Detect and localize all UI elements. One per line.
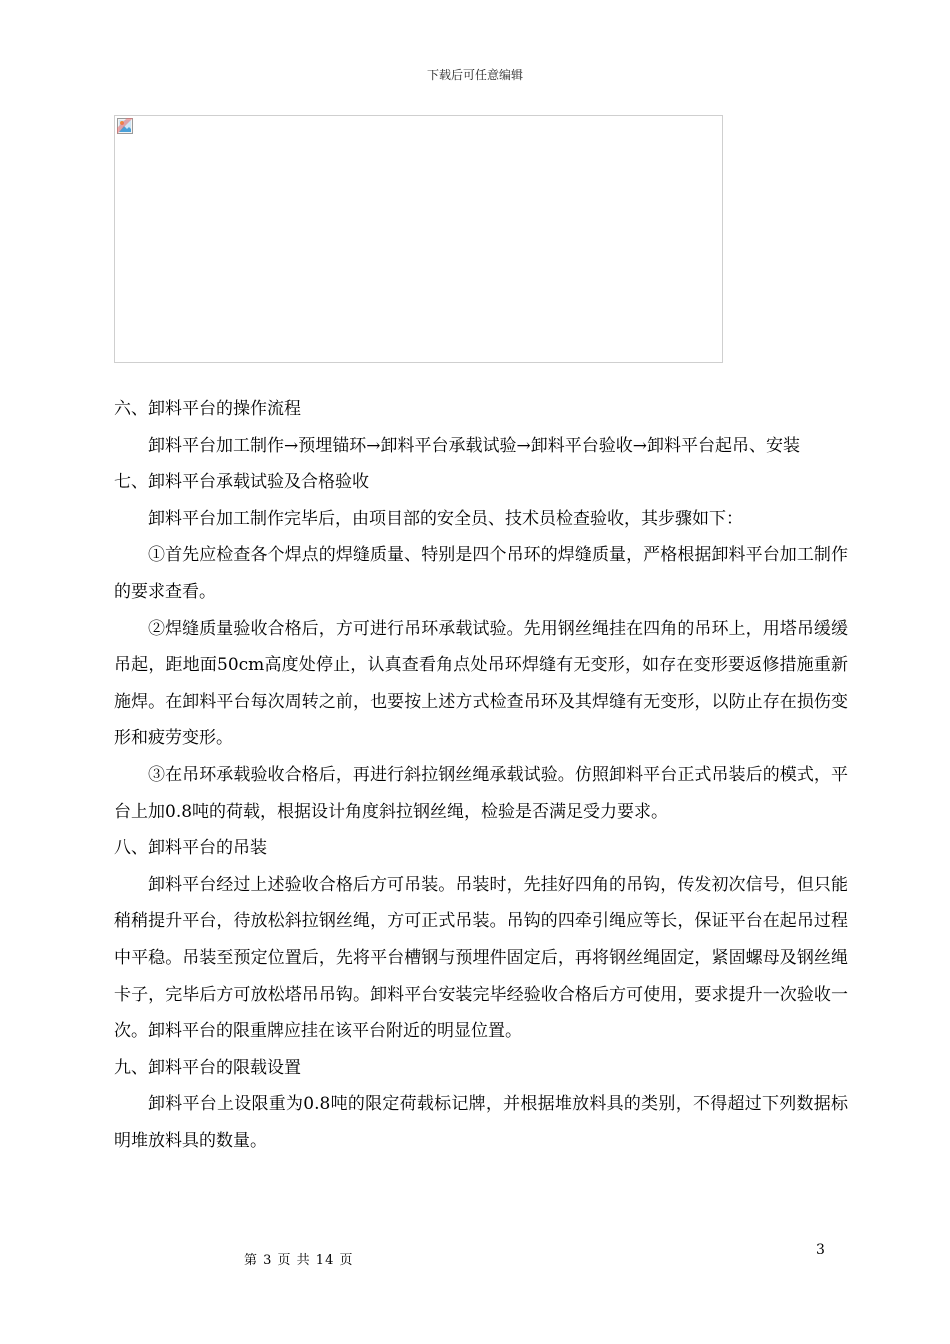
page-footer-label: 第 3 页 共 14 页 xyxy=(244,1253,354,1268)
body-paragraph: ③在吊环承载验收合格后，再进行斜拉钢丝绳承载试验。仿照卸料平台正式吊装后的模式，平台上加0.8吨的荷载，根据设计角度斜拉钢丝绳，检验是否满足受力要求。 xyxy=(114,764,848,822)
body-paragraph: 卸料平台经过上述验收合格后方可吊装。吊装时，先挂好四角的吊钩，传发初次信号，但只能稍稍提升平台，待放松斜拉钢丝绳，方可正式吊装。吊钩的四牵引绳应等长，保证平台在起吊过程中平稳。吊装至预定位置后，先将平台槽钢与预埋件固定后，再将钢丝绳固定，紧固螺母及钢丝绳卡子，完毕后方可放松塔吊吊钩。卸料平台安装完毕经验收合格后方可使用，要求提升一次验收一次。卸料平台的限重牌应挂在该平台附近的明显位置。 xyxy=(114,874,848,1042)
body-paragraph: 卸料平台加工制作完毕后，由项目部的安全员、技术员检查验收，其步骤如下： xyxy=(148,508,743,529)
section-heading: 七、卸料平台承载试验及合格验收 xyxy=(114,472,369,493)
image-placeholder xyxy=(114,115,723,363)
section-heading: 六、卸料平台的操作流程 xyxy=(114,399,301,419)
page-number: 3 xyxy=(816,1242,825,1258)
page-header: 下载后可任意编辑 xyxy=(426,68,523,82)
broken-image-icon xyxy=(117,118,133,134)
body-paragraph: 卸料平台加工制作→预埋锚环→卸料平台承载试验→卸料平台验收→卸料平台起吊、安装 xyxy=(148,435,800,456)
document-body xyxy=(114,391,848,1159)
section-heading: 八、卸料平台的吊装 xyxy=(114,838,267,859)
body-paragraph: 卸料平台上设限重为0.8吨的限定荷载标记牌，并根据堆放料具的类别，不得超过下列数据标明堆放料具的数量。 xyxy=(114,1094,848,1151)
body-paragraph: ①首先应检查各个焊点的焊缝质量、特别是四个吊环的焊缝质量，严格根据卸料平台加工制作的要求查看。 xyxy=(114,545,848,602)
body-paragraph: ②焊缝质量验收合格后，方可进行吊环承载试验。先用钢丝绳挂在四角的吊环上，用塔吊缓缓吊起，距地面50cm高度处停止，认真查看角点处吊环焊缝有无变形，如存在变形要返修措施重新施焊。在卸料平台每次周转之前，也要按上述方式检查吊环及其焊缝有无变形，以防止存在损伤变形和疲劳变形。 xyxy=(114,618,848,749)
section-heading: 九、卸料平台的限载设置 xyxy=(114,1057,301,1078)
